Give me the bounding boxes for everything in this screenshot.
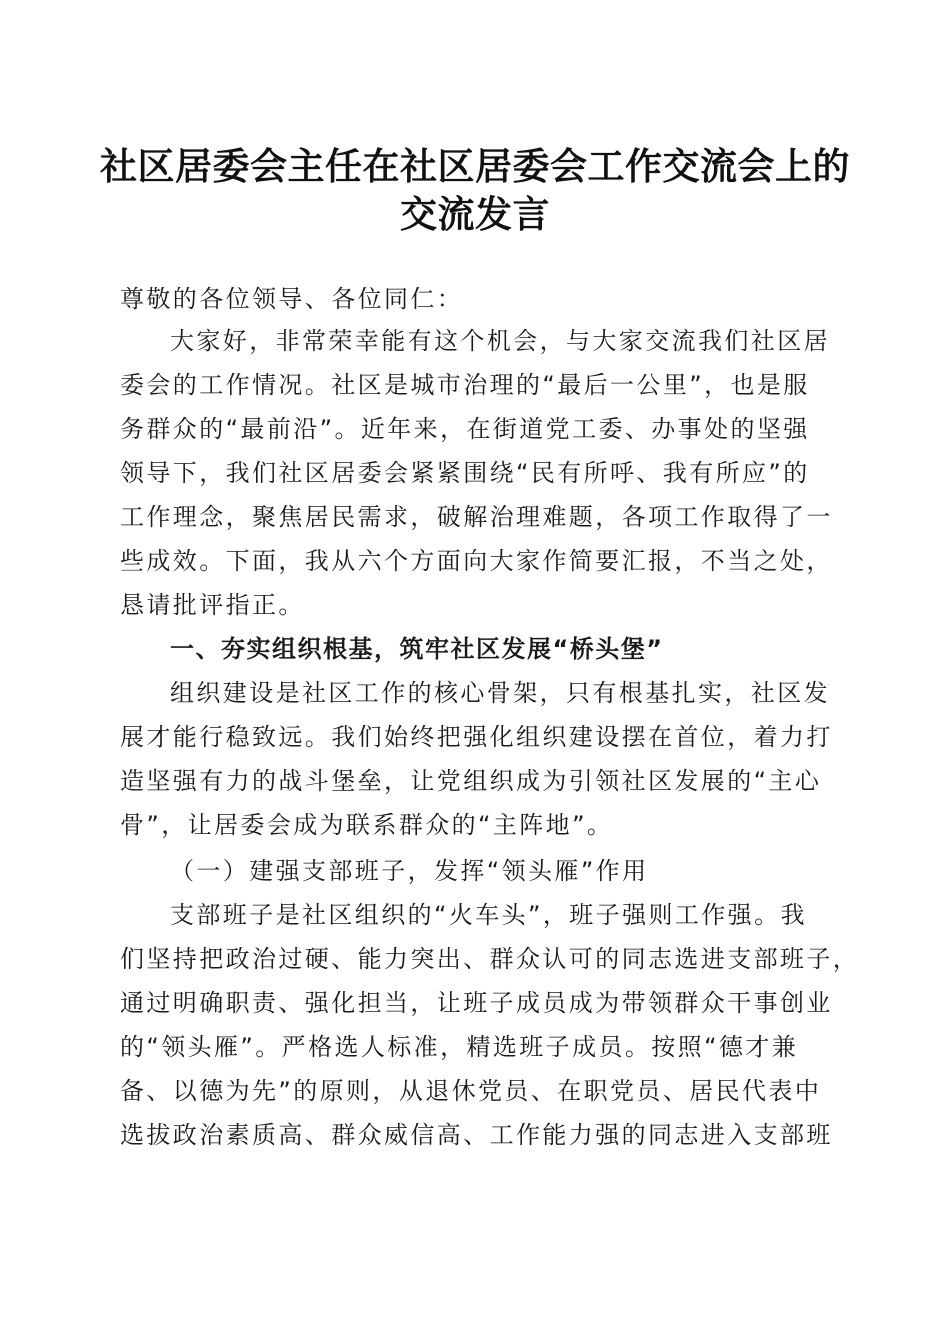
- paragraph-line: 通过明确职责、强化担当，让班子成员成为带领群众干事创业: [120, 989, 833, 1017]
- paragraph-line: 工作理念，聚焦居民需求，破解治理难题，各项工作取得了一: [120, 503, 833, 531]
- paragraph-line: 领导下，我们社区居委会紧紧围绕“民有所呼、我有所应”的: [120, 459, 810, 487]
- paragraph-line: 骨”，让居委会成为联系群众的“主阵地”。: [120, 811, 614, 839]
- document-title-line-1: 社区居委会主任在社区居委会工作交流会上的: [100, 144, 850, 188]
- paragraph-line: 大家好，非常荣幸能有这个机会，与大家交流我们社区居: [170, 327, 830, 355]
- subsection-heading: （一）建强支部班子，发挥“领头雁”作用: [170, 857, 649, 885]
- paragraph-line: 组织建设是社区工作的核心骨架，只有根基扎实，社区发: [170, 679, 830, 707]
- paragraph-line: 恳请批评指正。: [120, 591, 305, 619]
- paragraph-line: 备、以德为先”的原则，从退休党员、在职党员、居民代表中: [120, 1077, 822, 1105]
- paragraph-line: 些成效。下面，我从六个方面向大家作简要汇报，不当之处，: [120, 547, 833, 575]
- paragraph-line: 委会的工作情况。社区是城市治理的“最后一公里”，也是服: [120, 371, 810, 399]
- paragraph-line: 支部班子是社区组织的“火车头”，班子强则工作强。我: [170, 901, 807, 929]
- paragraph-line: 们坚持把政治过硬、能力突出、群众认可的同志选进支部班子，: [120, 945, 860, 973]
- paragraph-line: 选拔政治素质高、群众威信高、工作能力强的同志进入支部班: [120, 1121, 833, 1149]
- salutation: 尊敬的各位领导、各位同仁：: [120, 285, 464, 313]
- paragraph-line: 展才能行稳致远。我们始终把强化组织建设摆在首位，着力打: [120, 723, 833, 751]
- paragraph-line: 的“领头雁”。严格选人标准，精选班子成员。按照“德才兼: [120, 1033, 799, 1061]
- paragraph-line: 造坚强有力的战斗堡垒，让党组织成为引领社区发展的“主心: [120, 767, 822, 795]
- document-title-line-2: 交流发言: [400, 192, 550, 236]
- paragraph-line: 务群众的“最前沿”。近年来，在街道党工委、办事处的坚强: [120, 415, 810, 443]
- section-heading: 一、夯实组织根基，筑牢社区发展“桥头堡”: [170, 635, 664, 663]
